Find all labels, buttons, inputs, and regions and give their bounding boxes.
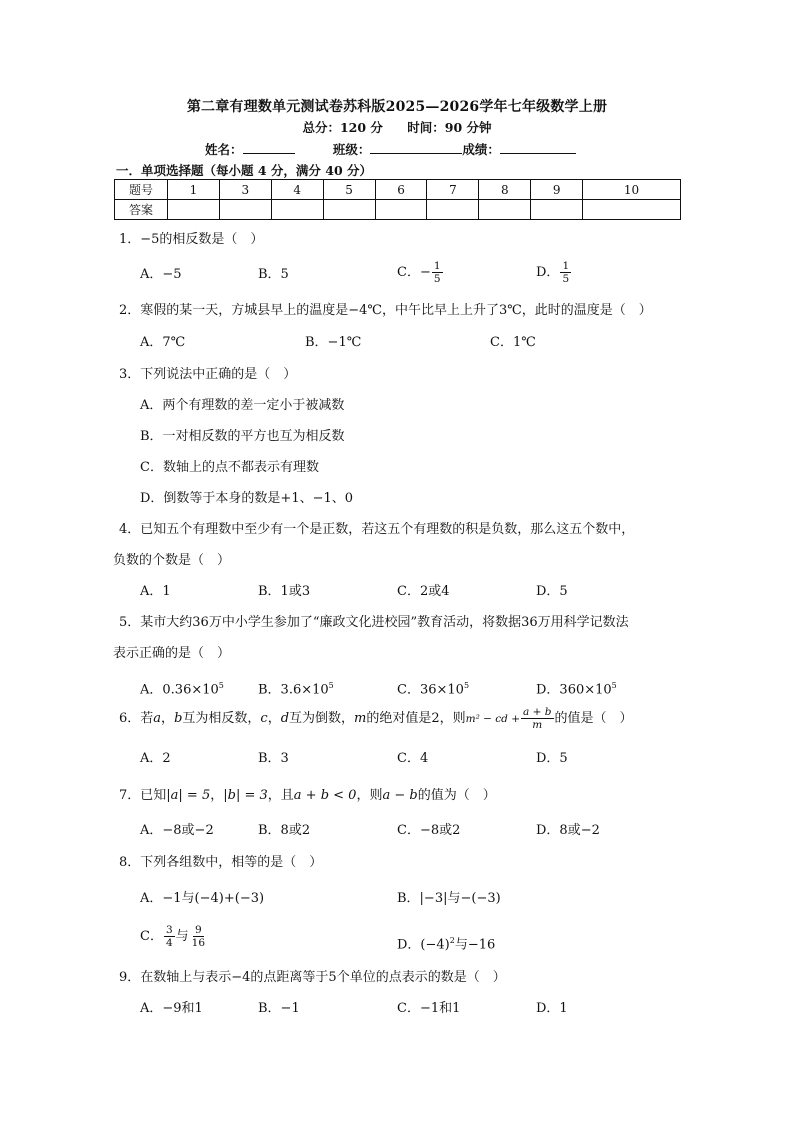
option-text: 与−16 (454, 937, 496, 953)
option-prefix: D． (536, 265, 560, 280)
text: 6．若 (119, 711, 154, 726)
question-5-option-d (536, 677, 617, 699)
answer-cell[interactable] (531, 200, 583, 220)
question-9-stem: 9．在数轴上与表示−4的点距离等于5个单位的点表示的数是（ ） (119, 970, 506, 985)
question-8-option-b: B．|−3|与−(−3) (397, 891, 501, 906)
table-header-cell: 题号 (115, 180, 168, 200)
name-blank[interactable] (243, 141, 295, 154)
question-9-option-b: B．−1 (258, 1001, 300, 1016)
question-7-option-d: D．8或−2 (536, 823, 600, 838)
exponent: 5 (328, 681, 334, 690)
question-1-option-d (536, 260, 572, 285)
table-cell: 4 (271, 180, 323, 200)
question-9-option-a: A．−9和1 (140, 1001, 203, 1016)
numerator: 3 (165, 924, 173, 936)
expression: a + b < 0 (293, 788, 357, 803)
question-2-stem: 2．寒假的某一天，方城县早上的温度是−4℃，中午比早上上升了3℃，此时的温度是（ ） (119, 303, 652, 318)
answer-cell[interactable] (168, 200, 220, 220)
option-prefix: C．− (397, 265, 431, 280)
question-1-option-c (397, 260, 444, 285)
answer-cell[interactable] (375, 200, 427, 220)
fraction (521, 706, 553, 731)
question-8-option-a: A．−1与(−4)+(−3) (140, 891, 265, 906)
question-2-option-c: C．1℃ (490, 335, 536, 350)
total-score: 总分：120 分 (302, 120, 383, 135)
variable: b (174, 711, 183, 726)
answer-cell[interactable] (323, 200, 375, 220)
time-limit: 时间：90 分钟 (407, 120, 492, 135)
table-cell: 3 (219, 180, 271, 200)
question-4-stem-line1: 4．已知五个有理数中至少有一个是正数，若这五个有理数的积是负数，那么这五个数中， (119, 522, 635, 537)
variable: m (354, 711, 367, 726)
table-row (115, 180, 681, 200)
answer-table (114, 179, 681, 220)
table-cell: 7 (427, 180, 479, 200)
class-label: 班级： (332, 142, 371, 157)
exponent: 5 (218, 681, 224, 690)
table-row (115, 200, 681, 220)
answer-cell[interactable] (583, 200, 681, 220)
text: 互为相反数， (182, 711, 261, 726)
text: ， (161, 711, 175, 726)
question-3-option-d: D．倒数等于本身的数是+1、−1、0 (140, 491, 354, 506)
question-9-option-d: D．1 (536, 1001, 568, 1016)
exam-meta (0, 118, 794, 136)
text: 的值是（ ） (554, 711, 633, 726)
table-cell: 1 (168, 180, 220, 200)
variable: c (260, 711, 268, 726)
fraction (190, 924, 207, 949)
fraction (560, 260, 571, 285)
expression: m² − cd + (465, 713, 521, 725)
table-cell: 5 (323, 180, 375, 200)
variable: a (153, 711, 162, 726)
question-3-option-a: A．两个有理数的差一定小于被减数 (140, 398, 345, 413)
denominator: 5 (562, 273, 570, 285)
option-text: A．0.36×10 (140, 682, 219, 698)
text: ， (210, 788, 224, 803)
text: 互为倒数， (289, 711, 355, 726)
exam-title: 第二章有理数单元测试卷苏科版2025—2026学年七年级数学上册 (186, 99, 608, 115)
question-7-stem (119, 787, 496, 805)
question-7-option-c: C．−8或2 (397, 823, 461, 838)
question-4-option-c: C．2或4 (397, 584, 450, 599)
fraction (432, 260, 443, 285)
denominator: 4 (165, 937, 173, 949)
score-label: 成绩： (462, 142, 500, 157)
question-2-option-b: B．−1℃ (305, 335, 362, 350)
question-5-option-b (258, 677, 334, 699)
exponent: 2 (449, 936, 455, 945)
name-label: 姓名： (205, 142, 243, 157)
text: ，则 (356, 788, 383, 803)
question-4-option-a: A．1 (140, 584, 171, 599)
table-cell: 9 (531, 180, 583, 200)
numerator: 1 (433, 260, 441, 272)
question-6-stem (119, 706, 633, 732)
option-text: D．(−4) (397, 937, 450, 953)
answer-cell[interactable] (479, 200, 531, 220)
numerator: 1 (562, 260, 570, 272)
question-8-stem: 8．下列各组数中，相等的是（ ） (119, 855, 323, 870)
text: 的绝对值是2，则 (366, 711, 466, 726)
question-1-option-a: A．−5 (140, 267, 182, 282)
denominator: 5 (433, 273, 441, 285)
table-cell: 8 (479, 180, 531, 200)
question-5-option-a (140, 677, 224, 699)
table-cell: 6 (375, 180, 427, 200)
question-8-option-d (397, 932, 495, 954)
question-2-option-a: A．7℃ (140, 335, 186, 350)
question-3-option-c: C．数轴上的点不都表示有理数 (140, 460, 319, 475)
answer-cell[interactable] (219, 200, 271, 220)
question-8-option-c (140, 924, 208, 949)
text: 7．已知 (119, 788, 167, 803)
question-3-option-b: B．一对相反数的平方也互为相反数 (140, 429, 345, 444)
denominator: m (532, 719, 543, 731)
class-blank[interactable] (370, 141, 462, 154)
expression: |b| = 3 (223, 788, 268, 803)
question-5-stem-line2: 表示正确的是（ ） (113, 646, 231, 661)
section-title: 一．单项选择题（每小题 4 分，满分 40 分） (116, 163, 373, 178)
question-9-option-c: C．−1和1 (397, 1001, 461, 1016)
question-6-option-d: D．5 (536, 751, 568, 766)
option-text: D．360×10 (536, 682, 612, 698)
expression: a − b (382, 788, 418, 803)
student-fields (205, 140, 765, 158)
question-7-option-a: A．−8或−2 (140, 823, 214, 838)
numerator: 9 (195, 924, 202, 936)
answer-cell[interactable] (271, 200, 323, 220)
question-4-option-d: D．5 (536, 584, 568, 599)
question-6-option-a: A．2 (140, 751, 171, 766)
question-7-option-b: B．8或2 (258, 823, 311, 838)
question-3-stem: 3．下列说法中正确的是（ ） (119, 367, 297, 382)
text: 与 (175, 929, 189, 944)
variable: d (280, 711, 290, 726)
question-1-option-b: B．5 (258, 267, 289, 282)
question-5-stem-line1: 5．某市大约36万中小学生参加了“廉政文化进校园”教育活动，将数据36万用科学记数法 (119, 615, 629, 630)
exponent: 5 (611, 681, 617, 690)
question-4-stem-line2: 负数的个数是（ ） (113, 553, 231, 568)
option-prefix: C． (140, 929, 163, 944)
option-text: B．3.6×10 (258, 682, 329, 698)
numerator: a + b (523, 706, 552, 718)
denominator: 16 (191, 937, 206, 949)
question-6-option-b: B．3 (258, 751, 289, 766)
question-1-stem: 1．−5的相反数是（ ） (119, 232, 264, 247)
text: ，且 (267, 788, 294, 803)
exponent: 5 (463, 681, 470, 690)
fraction (164, 924, 175, 949)
score-blank[interactable] (500, 141, 576, 154)
question-4-option-b: B．1或3 (258, 584, 311, 599)
text: ， (267, 711, 281, 726)
question-5-option-c (397, 677, 469, 699)
answer-cell[interactable] (427, 200, 479, 220)
text: 的值为（ ） (417, 788, 496, 803)
question-6-option-c: C．4 (397, 751, 429, 766)
option-text: C．36×10 (397, 682, 464, 698)
table-header-cell: 答案 (115, 200, 168, 220)
expression: |a| = 5 (166, 788, 211, 803)
table-cell: 10 (583, 180, 681, 200)
